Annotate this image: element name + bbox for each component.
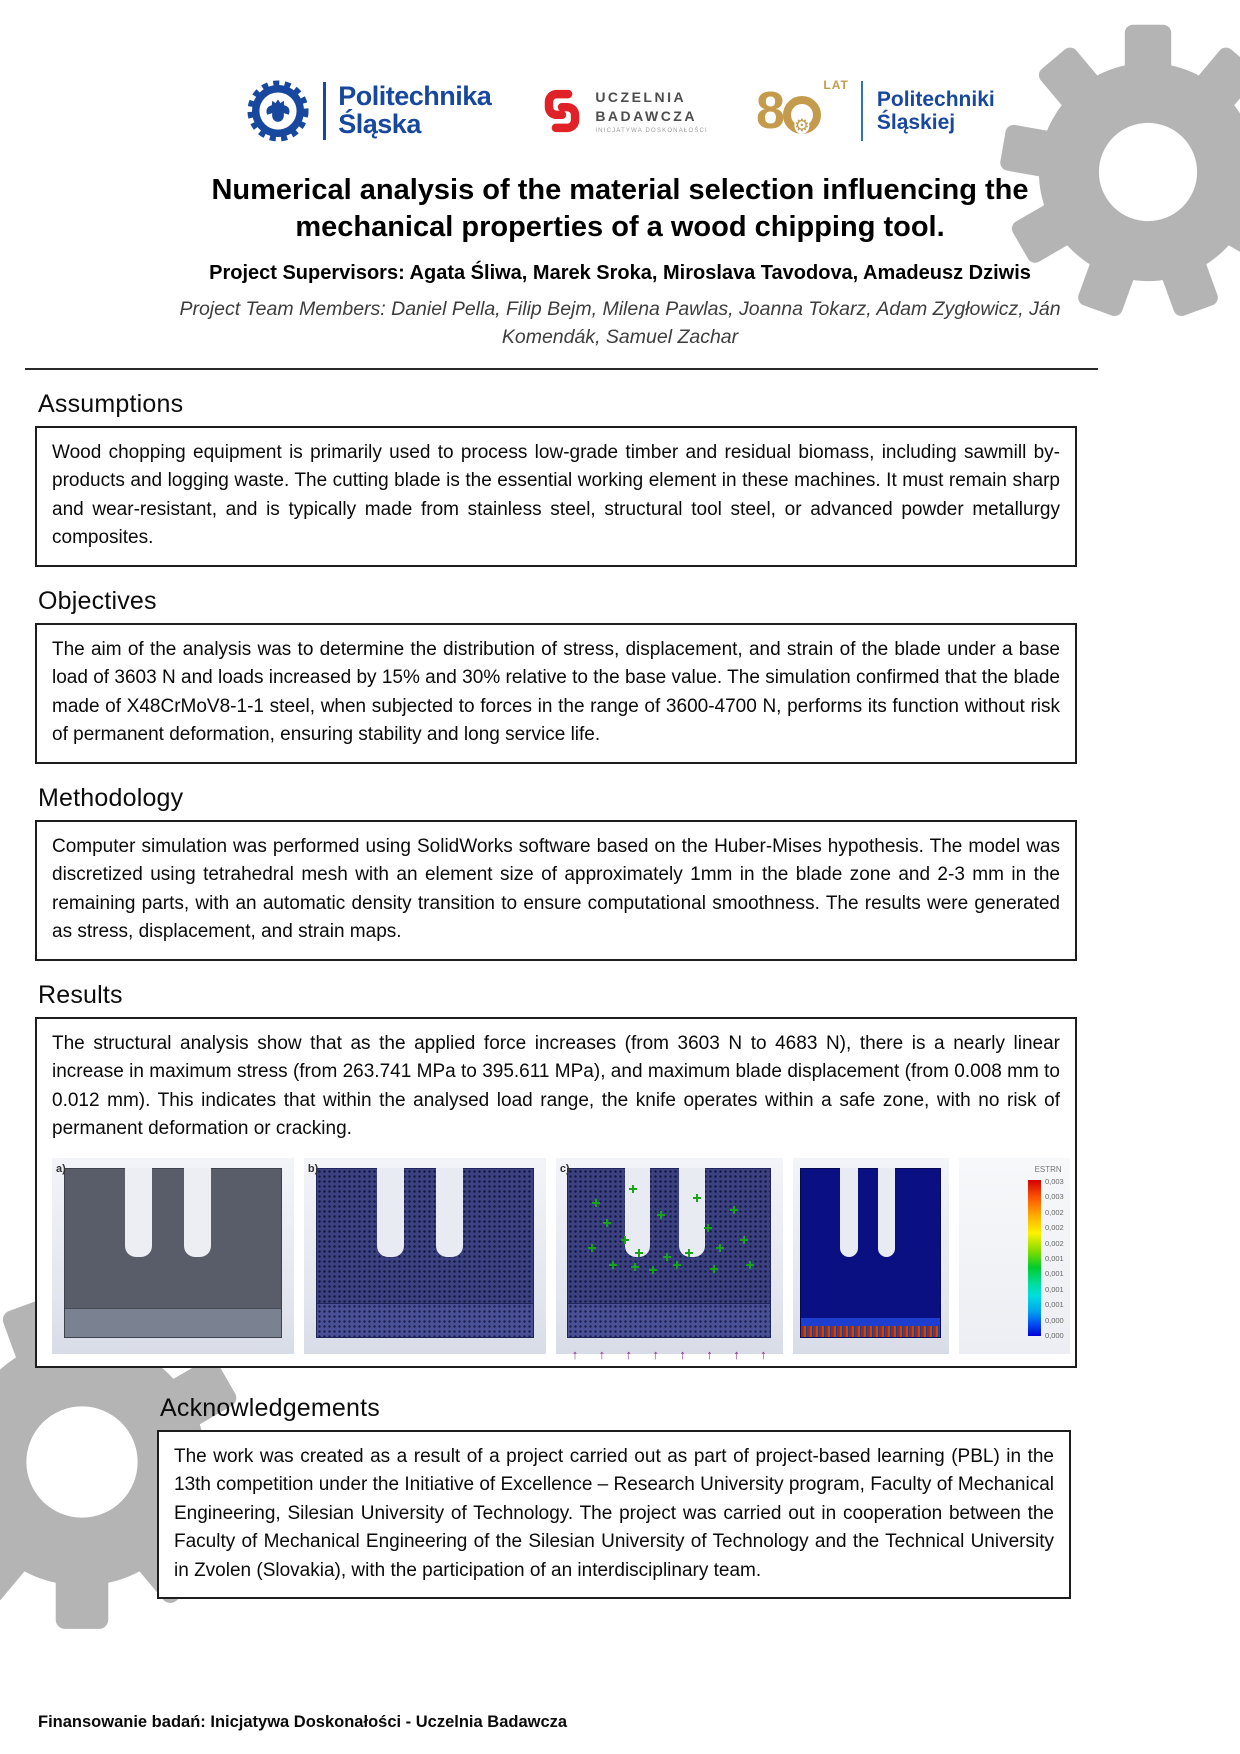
load-arrow-icon (760, 1340, 767, 1356)
logo-politechnika-line2: Śląska (338, 109, 421, 139)
figure-panel-strain-result (793, 1158, 949, 1354)
logo-80lat-line1: Politechniki (876, 87, 995, 111)
results-heading: Results (38, 980, 123, 1009)
acknowledgements-text: The work was created as a result of a project carried out as part of project-based learning (PBL) in the 13th competition under the Initiative of Excellence – Research University program, Faculty of Mechanical Engineering, Silesian University of Technology. The project was carried out in cooperation between the Faculty of Mechanical Engineering of the Silesian University of Technology and the Technical University in Zvolen (Slovakia), with the participation of an interdisciplinary team. (174, 1445, 1054, 1581)
blade-cad-shape (64, 1168, 282, 1339)
results-text: The structural analysis show that as the applied force increases (from 3603 N to 4683 N), there is a nearly linear increase in maximum stress (from 263.741 MPa to 395.611 MPa), and maximum blade displacement (from 0.008 mm to 0.012 mm). This indicates that within the analysed load range, the knife operates within a safe zone, with no risk of permanent deformation or cracking. (52, 1032, 1060, 1140)
figure-panel-mesh-model (304, 1158, 546, 1354)
uczelnia-badawcza-logo (539, 80, 708, 142)
panel-c-label: c) (559, 1162, 570, 1175)
mini-gear-icon: ⚙ (794, 116, 810, 136)
strain-colorbar (959, 1158, 1070, 1354)
project-supervisors: Project Supervisors: Agata Śliwa, Marek Sroka, Miroslava Tavodova, Amadeusz Dziwis (209, 262, 1031, 285)
load-arrow-icon (626, 1340, 633, 1356)
assumptions-text: Wood chopping equipment is primarily used to process low-grade timber and residual biomass, including sawmill by-products and logging waste. The cutting blade is the essential working element in these machines. It must remain sharp and wear-resistant, and is typically made from stainless steel, structural tool steel, or advanced powder metallurgy composites. (52, 441, 1060, 549)
logo-uczelnia-line1: UCZELNIA (595, 88, 687, 105)
load-arrow-icon (679, 1340, 686, 1356)
80-lat-number: 8 (755, 81, 785, 140)
panel-b-label: b) (307, 1162, 319, 1175)
objectives-box (35, 623, 1077, 764)
assumptions-heading: Assumptions (38, 389, 184, 418)
figure-panel-boundary-conditions (556, 1158, 783, 1354)
80-lat-mark-icon (755, 77, 849, 140)
load-arrow-icon (599, 1340, 606, 1356)
funding-note: Finansowanie badań: Inicjatywa Doskonałości - Uczelnia Badawcza (38, 1713, 568, 1731)
header-divider (25, 368, 1098, 370)
methodology-box (35, 820, 1077, 961)
80-lat-label: LAT (823, 77, 849, 92)
panel-a-label: a) (56, 1162, 66, 1175)
blade-bc-shape (567, 1168, 771, 1339)
header-logos (0, 0, 1240, 160)
colorbar-gradient (1028, 1180, 1041, 1336)
load-arrow-icon (733, 1340, 740, 1356)
logo-divider (323, 82, 326, 140)
poster-title: Numerical analysis of the material selection influencing the mechanical properties of a wood chipping tool. (211, 174, 1029, 244)
load-arrow-icon (706, 1340, 713, 1356)
logo-uczelnia-subtitle: INICJATYWA DOSKONAŁOŚCI (595, 128, 708, 135)
results-box (35, 1017, 1077, 1368)
logo-uczelnia-line2: BADAWCZA (595, 107, 697, 124)
uczelnia-badawcza-mark-icon (539, 80, 585, 142)
load-arrows (572, 1340, 767, 1356)
load-arrow-icon (572, 1340, 579, 1356)
logo-80lat-line2: Śląskiej (876, 111, 956, 134)
results-figure (52, 1158, 1064, 1354)
logo-divider-blue (861, 81, 863, 141)
project-team-members: Project Team Members: Daniel Pella, Filip Bejm, Milena Pawlas, Joanna Tokarz, Adam Zygłowicz, Ján Komendák, Samuel Zachar (179, 298, 1061, 349)
colorbar-ticks: 0,003 0,003 0,002 0,002 0,002 0,001 0,001 0,001 0,001 0,000 0,000 (1044, 1176, 1064, 1341)
logo-politechnika-line1: Politechnika (338, 81, 492, 112)
80-lat-logo (755, 77, 995, 141)
assumptions-box (35, 426, 1077, 567)
politechnika-slaska-logo (245, 78, 491, 144)
colorbar-title: ESTRN (1034, 1164, 1062, 1174)
acknowledgements-heading: Acknowledgements (160, 1393, 380, 1422)
objectives-heading: Objectives (38, 586, 157, 615)
eagle-gear-emblem-icon (245, 78, 311, 144)
methodology-text: Computer simulation was performed using SolidWorks software based on the Huber-Mises hypothesis. The model was discretized using tetrahedral mesh with an element size of approximately 1mm in the blade zone and 2-3 mm in the remaining parts, with an automatic density transition to ensure computational smoothness. The results were generated as stress, displacement, and strain maps. (52, 835, 1060, 943)
load-arrow-icon (652, 1340, 659, 1356)
80-lat-ring-icon (783, 96, 821, 134)
objectives-text: The aim of the analysis was to determine the distribution of stress, displacement, and strain of the blade under a base load of 3603 N and loads increased by 15% and 30% relative to the base value. The simulation confirmed that the blade made of X48CrMoV8-1-1 steel, when subjected to forces in the range of 3600-4700 N, performs its function without risk of permanent deformation, ensuring stability and long service life. (52, 638, 1060, 746)
blade-mesh-shape (316, 1168, 534, 1339)
figure-panel-cad-model (52, 1158, 294, 1354)
blade-strain-shape (800, 1168, 941, 1339)
methodology-heading: Methodology (38, 783, 184, 812)
acknowledgements-box (157, 1430, 1071, 1600)
